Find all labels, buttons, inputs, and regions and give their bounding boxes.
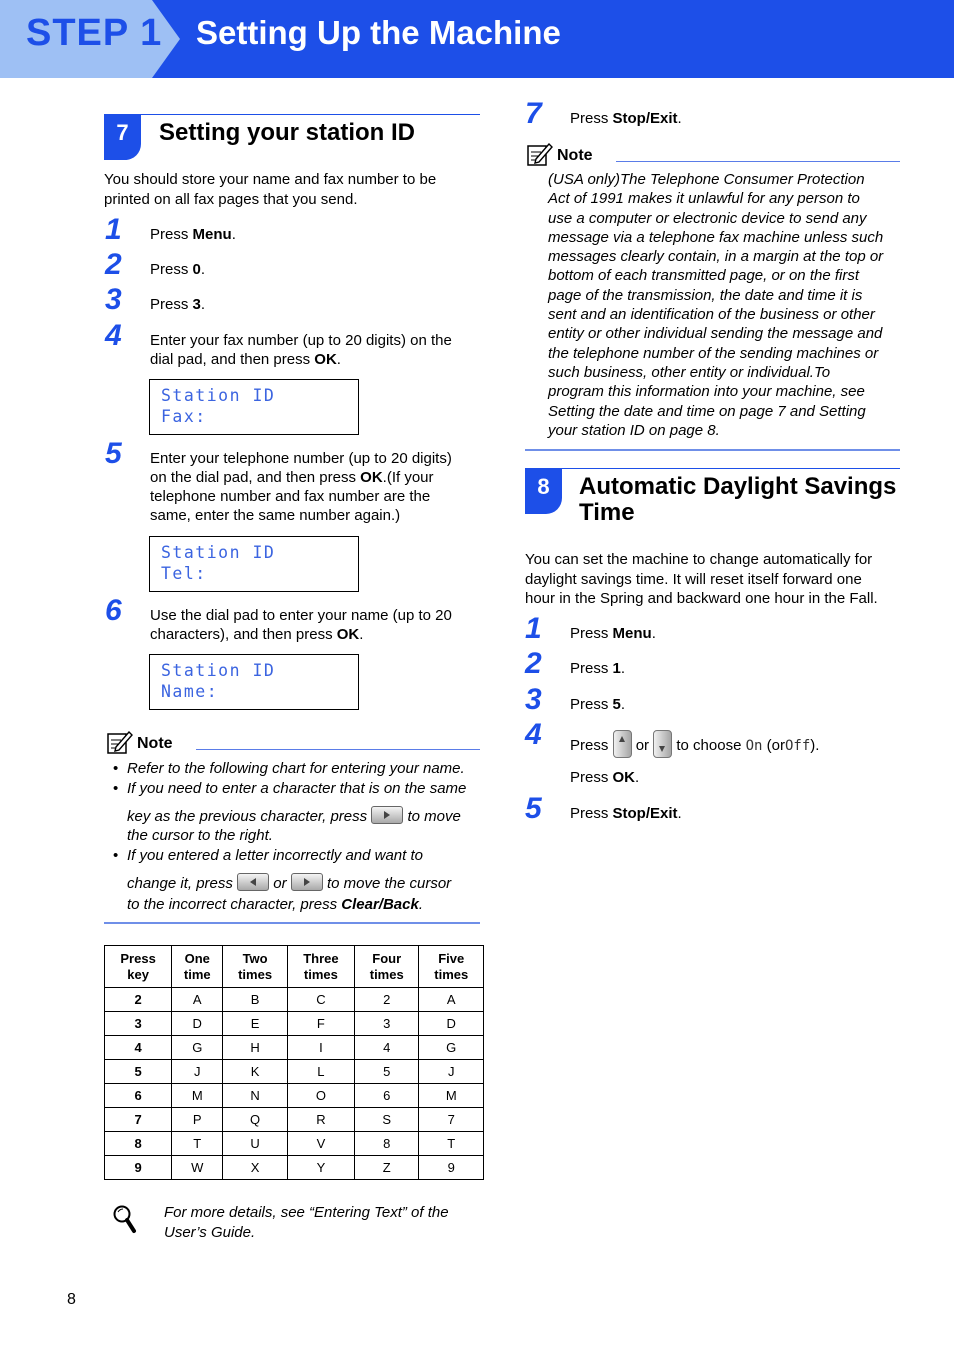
table-header: Two times	[223, 946, 288, 988]
note-rule	[616, 161, 900, 162]
dst-step-3-text: Press 5.	[570, 696, 626, 713]
step-number: 1	[105, 213, 122, 246]
step-5-text: Enter your telephone number (up to 20 digits) on the dial pad, and then press OK.(If your telephone number and fax number are the same, enter the same number again.)	[150, 450, 452, 524]
table-row: 6 M N O 6 M	[105, 1084, 484, 1108]
note-bullet-2-line-2: key as the previous character, press to move	[127, 808, 461, 825]
lcd-display-name: Station ID Name:	[149, 654, 359, 710]
tcpa-note-text: (USA only)The Telephone Consumer Protection Act of 1991 makes it unlawful for any person to use a computer or electronic device to send any message via a telephone fax machine unless such messages clearly contain, in a margin at the top or bottom of each transmitted page, or on the first page of the transmission, the date and time it is sent and an identification of the business or other entity or other individual sending the message and the telephone number of the sending machines or such business, other entity or individual.To program this information into your machine, see Setting the date and time on page 7 and Setting your station ID on page 8.	[548, 171, 884, 439]
table-row: 9 W X Y Z 9	[105, 1156, 484, 1180]
note-bullet-3: • If you entered a letter incorrectly and want to	[113, 847, 423, 864]
step-7-text: Press Stop/Exit.	[570, 110, 682, 127]
step-2-text: Press 0.	[150, 261, 206, 278]
table-row: 8 T U V 8 T	[105, 1132, 484, 1156]
right-arrow-key-icon	[291, 873, 323, 891]
step-number: 2	[105, 248, 122, 281]
table-header: Five times	[419, 946, 484, 988]
table-header: Press key	[105, 946, 172, 988]
step-6-text: Use the dial pad to enter your name (up to 20 characters), and then press OK.	[150, 607, 452, 643]
dst-step-4-line-2: Press OK.	[570, 769, 640, 786]
section-7-title: Setting your station ID	[159, 119, 416, 146]
table-header-row	[105, 946, 484, 988]
dst-step-2-text: Press 1.	[570, 660, 626, 677]
step-number: 2	[525, 647, 542, 680]
note-end-rule	[104, 922, 480, 924]
table-row: 4 G H I 4 G	[105, 1036, 484, 1060]
left-arrow-key-icon	[237, 873, 269, 891]
note-bullet-1: • Refer to the following chart for entering your name.	[113, 760, 465, 777]
step-number: 7	[525, 97, 542, 130]
section-8-heading	[525, 468, 900, 528]
lcd-display-tel: Station ID Tel:	[149, 536, 359, 592]
table-row: 5 J K L 5 J	[105, 1060, 484, 1084]
note-pencil-icon	[107, 731, 133, 755]
note-heading	[107, 731, 480, 757]
step-3-text: Press 3.	[150, 296, 206, 313]
note-end-rule	[525, 449, 900, 451]
section-8-intro: You can set the machine to change automatically for daylight savings time. It will reset itself forward one hour in the Spring and backward one hour in the Fall.	[525, 551, 878, 607]
note-rule	[196, 749, 480, 750]
note-bullet-3-line-3: to the incorrect character, press Clear/Back.	[127, 896, 423, 913]
note-pencil-icon	[527, 143, 553, 167]
table-row: 3 D E F 3 D	[105, 1012, 484, 1036]
page-number: 8	[67, 1291, 76, 1308]
section-8-number: 8	[525, 468, 562, 514]
character-entry-table	[104, 945, 484, 1180]
section-7-number: 7	[104, 114, 141, 160]
note-bullet-2: • If you need to enter a character that is on the same	[113, 780, 467, 797]
magnifier-icon	[112, 1204, 138, 1234]
footnote-text: For more details, see “Entering Text” of the User’s Guide.	[164, 1204, 449, 1241]
step-number: 4	[525, 718, 542, 751]
step-number: 6	[105, 594, 122, 627]
step-label: STEP 1	[26, 12, 163, 54]
page-header	[0, 0, 954, 78]
up-arrow-key-icon	[613, 730, 632, 758]
section-8-title: Automatic Daylight Savings Time	[579, 473, 897, 526]
table-header: One time	[172, 946, 223, 988]
step-number: 3	[105, 283, 122, 316]
note-heading	[527, 143, 900, 169]
dst-step-1-text: Press Menu.	[570, 625, 656, 642]
note-bullet-3-line-2: change it, press or to move the cursor	[127, 875, 452, 892]
section-7-heading	[104, 114, 480, 162]
section-rule	[141, 114, 480, 115]
down-arrow-key-icon	[653, 730, 672, 758]
table-header: Three times	[287, 946, 354, 988]
step-number: 3	[525, 683, 542, 716]
step-4-text: Enter your fax number (up to 20 digits) on the dial pad, and then press OK.	[150, 332, 452, 368]
table-row: 7 P Q R S 7	[105, 1108, 484, 1132]
note-label: Note	[557, 147, 593, 164]
step-1-text: Press Menu.	[150, 226, 236, 243]
page-title: Setting Up the Machine	[196, 14, 561, 51]
step-number: 5	[525, 792, 542, 825]
step-number: 5	[105, 437, 122, 470]
dst-step-4-text: Press or to choose On (orOff).	[570, 730, 819, 758]
section-rule	[562, 468, 900, 469]
table-header: Four times	[354, 946, 419, 988]
step-number: 4	[105, 319, 122, 352]
note-label: Note	[137, 735, 173, 752]
lcd-display-fax: Station ID Fax:	[149, 379, 359, 435]
step-number: 1	[525, 612, 542, 645]
right-arrow-key-icon	[371, 806, 403, 824]
section-7-intro: You should store your name and fax number to be printed on all fax pages that you send.	[104, 171, 437, 208]
table-row: 2 A B C 2 A	[105, 988, 484, 1012]
note-bullet-2-line-3: the cursor to the right.	[127, 827, 273, 844]
dst-step-5-text: Press Stop/Exit.	[570, 805, 682, 822]
